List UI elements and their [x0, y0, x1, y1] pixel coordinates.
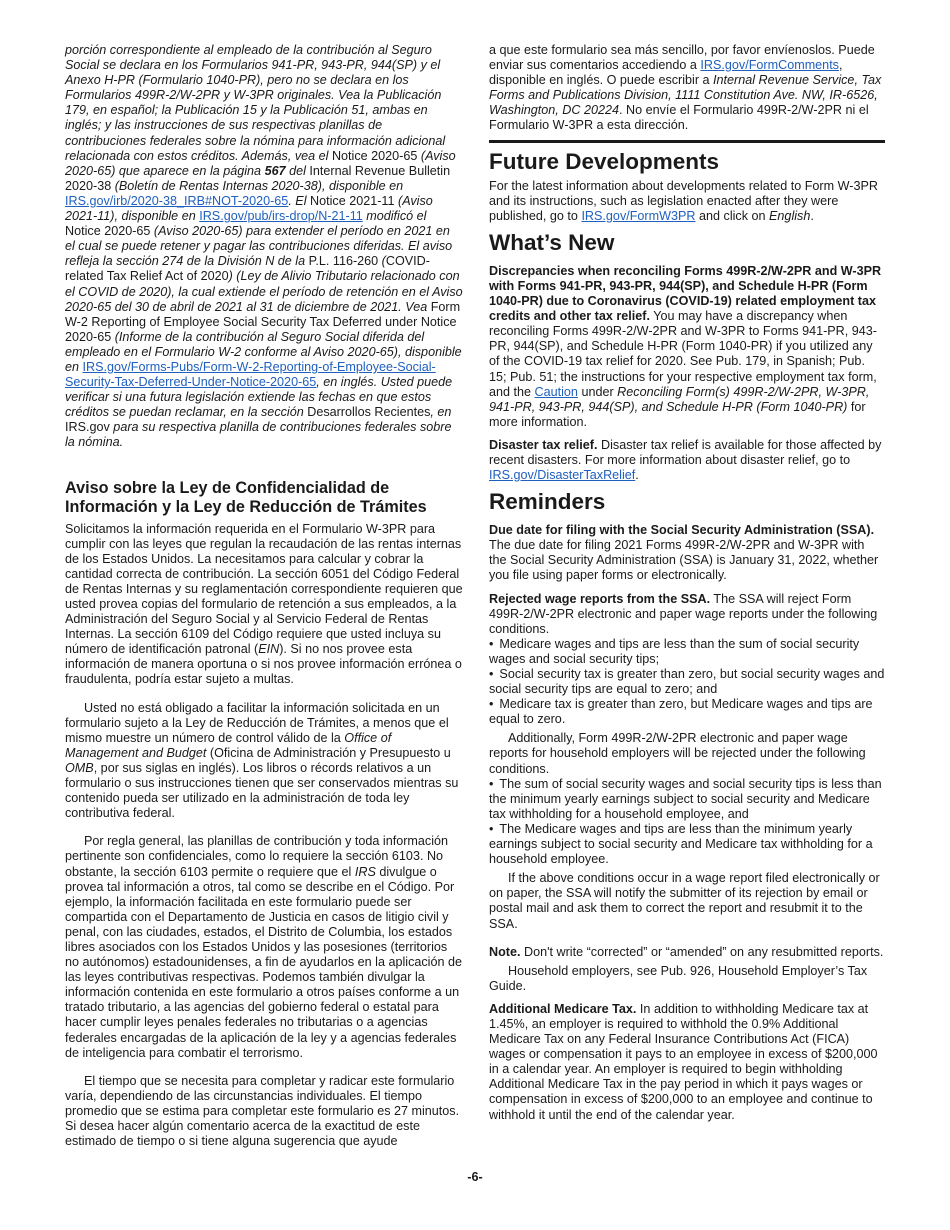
note-paragraph: Note. Don't write “corrected” or “amended” on any resubmitted reports.: [489, 944, 884, 959]
household-employers-paragraph: Household employers, see Pub. 926, Household Employer’s Tax Guide.: [489, 963, 868, 993]
privacy-paragraph-2: Usted no está obligado a facilitar la información solicitada en un formulario sujeto a la Ley de Reducción de Trámites, a menos que el mismo muestre un número de control válido de la Office of Management and Budget (Oficina de Administración y Presupuesto u OMB, por sus siglas en inglés). Los libros o récords relativos a un formulario o sus instrucciones tienen que ser conservados mientras su contenido pueda ser utilizado en la administración de toda ley contributiva federal.: [65, 700, 459, 821]
whats-new-heading: What’s New: [489, 229, 615, 255]
rejection-bullet: • Social security tax is greater than zero, but social security wages and social security tips are equal to zero; and: [489, 667, 885, 697]
section-rule: [489, 140, 885, 143]
rejection-bullet: • Medicare tax is greater than zero, but Medicare wages and tips are equal to zero.: [489, 697, 885, 727]
privacy-paragraph-4: El tiempo que se necesita para completar y radicar este formulario varía, dependiendo de las circunstancias individuales. El tiempo promedio que se estima para completar este formulario es 27 minutos. Si desea hacer algún comentario acerca de la exactitud de este estimado de tiempo o si tiene alguna sugerencia que ayude: [65, 1073, 460, 1149]
form-w3pr-link[interactable]: IRS.gov/FormW3PR: [581, 208, 696, 223]
due-date-paragraph: Due date for filing with the Social Security Administration (SSA). The due date for filing 2021 Forms 499R-2/W-2PR and W-3PR with the Social Security Administration (SSA) is January 31, 2022, whether you file using paper forms or electronically.: [489, 523, 879, 583]
reminders-heading: Reminders: [489, 489, 606, 515]
notification-paragraph: If the above conditions occur in a wage report filed electronically or on paper, the SSA will notify the submitter of its rejection by email or postal mail and ask them to correct the report and resubmit it to the SSA.: [489, 871, 880, 931]
page-number: -6-: [467, 1170, 483, 1184]
rejected-reports-paragraph: Rejected wage reports from the SSA. The SSA will reject Form 499R-2/W-2PR electronic and paper wage reports under the following conditions.: [489, 591, 878, 636]
form-comments-link[interactable]: IRS.gov/FormComments: [700, 58, 839, 73]
intro-paragraph: porción correspondiente al empleado de la contribución al Seguro Social se declara en los Formularios 941-PR, 943-PR, 944(SP) y el Anexo H-PR (Formulario 1040-PR), pero no se declara en los Formularios 499R-2/W-2PR y W-3PR originales. Vea la Publicación 179, en español; la Publicación 15 y la Publicación 51, ambas en inglés; y las instrucciones de sus respectivas planillas de contribuciones federales sobre la nómina para información adicional relacionada con estos créditos. Además, vea el Notice 2020-65 (Aviso 2020-65) que aparece en la página 567 del Internal Revenue Bulletin 2020-38 (Boletín de Rentas Internas 2020-38), disponible en IRS.gov/irb/2020-38_IRB#NOT-2020-65. El Notice 2021-11 (Aviso 2021-11), disponible en IRS.gov/pub/irs-drop/N-21-11 modificó el Notice 2020-65 (Aviso 2020-65) para extender el período en 2021 en el cual se puede retener y pagar las contribuciones diferidas. El aviso refleja la sección 274 de la División N de la P.L. 116-260 (COVID-related Tax Relief Act of 2020) (Ley de Alivio Tributario relacionado con el COVID de 2020), la cual extiende el período de retención en el Aviso 2020-65 del 30 de abril de 2021 al 31 de diciembre de 2021. Vea Form W-2 Reporting of Employee Social Security Tax Deferred under Notice 2020-65 (Informe de la contribución al Seguro Social diferida del empleado en el Formulario W-2 conforme al Aviso 2020-65), disponible en IRS.gov/Forms-Pubs/Form-W-2-Reporting-of-Employee-Social-Security-Tax-Deferred-Under-Notice-2020-65, en inglés. Usted puede verificar si una futura legislación extiende las fechas en que estos créditos se puedan reclamar, en la sección Desarrollos Recientes, en IRS.gov para su respectiva planilla de contribuciones federales sobre la nómina.: [65, 43, 463, 450]
privacy-paragraph-1: Solicitamos la información requerida en el Formulario W-3PR para cumplir con las leyes que regulan la recaudación de las rentas internas de los Estados Unidos. La necesitamos para calcular y cobrar la cantidad correcta de contribución. La sección 6051 del Código Federal de Rentas Internas y su reglamentación correspondiente requieren que usted provea copias del formulario de retención a sus empleados, a la Administración del Seguro Social y al Servicio Federal de Rentas Internas. La sección 6109 del Código requiere que usted incluya su número de identificación patronal (EIN). Si no nos provee esta información de manera oportuna o si nos provee información errónea o fraudulenta, podría estar sujeto a multas.: [65, 521, 463, 687]
future-developments-heading: Future Developments: [489, 148, 720, 174]
right-column: [489, 43, 885, 1123]
household-bullet: • The sum of social security wages and social security tips is less than the minimum yearly earnings subject to social security and Medicare tax withholding for a household employee, and: [489, 777, 885, 822]
disaster-relief-paragraph: Disaster tax relief. Disaster tax relief is available for those affected by recent disasters. For more information about disaster relief, go to IRS.gov/DisasterTaxRelief.: [489, 437, 882, 483]
privacy-act-heading: Aviso sobre la Ley de Confidencialidad de Información y la Ley de Reducción de Trámites: [65, 478, 427, 517]
left-column: [65, 43, 463, 1149]
household-bullet: • The Medicare wages and tips are less than the minimum yearly earnings subject to social security and Medicare tax withholding for a household employee.: [489, 822, 885, 867]
rejection-bullet: • Medicare wages and tips are less than the sum of social security wages and social security tips;: [489, 637, 885, 667]
notice-2021-11-link[interactable]: IRS.gov/pub/irs-drop/N-21-11: [199, 209, 363, 224]
privacy-paragraph-3: Por regla general, las planillas de contribución y toda información pertinente son confidenciales, como lo requiere la sección 6103. No obstante, la sección 6103 permite o requiere que el IRS divulgue o provea tal información a otros, tal como se describe en el Código. Por ejemplo, la información facilitada en este formulario puede ser compartida con el Departamento de Justicia en casos de litigio civil y penal, con las ciudades, estados, el Distrito de Columbia, los estados libres asociados con los Estados Unidos y las posesiones (territorios no autónomos) estadounidenses, a fin de ayudarlos en la aplicación de las leyes contributivas respectivas. Podemos también divulgar la información contenida en este formulario a otros países conforme a un tratado tributario, a las agencias del gobierno federal o estatal para hacer cumplir leyes penales federales no tributarias o a agencias federales encargadas de la aplicación de la ley y a agencias federales de inteligencia para combatir el terrorismo.: [65, 834, 462, 1060]
future-developments-paragraph: For the latest information about developments related to Form W-3PR and its instructions, such as legislation enacted after they were published, go to IRS.gov/FormW3PR and click on English.: [489, 178, 878, 223]
comments-paragraph: a que este formulario sea más sencillo, por favor envíenoslos. Puede enviar sus comentarios accediendo a IRS.gov/FormComments, disponible en inglés. O puede escribir a Internal Revenue Service, Tax Forms and Publications Division, 1111 Constitution Ave. NW, IR-6526, Washington, DC 20224. No envíe el Formulario 499R-2/W-2PR ni el Formulario W-3PR a esta dirección.: [489, 43, 882, 133]
caution-link[interactable]: Caution: [534, 384, 578, 399]
household-rejection-paragraph: Additionally, Form 499R-2/W-2PR electronic and paper wage reports for household employers will be rejected under the following conditions.: [489, 731, 866, 776]
discrepancies-paragraph: Discrepancies when reconciling Forms 499R-2/W-2PR and W-3PR with Forms 941-PR, 943-PR, 944(SP), and Schedule H-PR (Form 1040-PR) due to Coronavirus (COVID-19) related employment tax credits and other tax relief. You may have a discrepancy when reconciling Forms 499R-2/W-2PR and W-3PR to Forms 941-PR, 943-PR, 944(SP), and Schedule H-PR (Form 1040-PR) if you utilized any of the COVID-19 tax relief for 2020. See Pub. 179, in Spanish; Pub. 15; Pub. 51; the instructions for your respective employment tax form, and the Caution under Reconciling Form(s) 499R-2/W-2PR, W-3PR, 941-PR, 943-PR, 944(SP), and Schedule H-PR (Form 1040-PR) for more information.: [489, 263, 882, 429]
irb-link[interactable]: IRS.gov/irb/2020-38_IRB#NOT-2020-65: [65, 193, 289, 208]
form-w2-reporting-link[interactable]: IRS.gov/Forms-Pubs/Form-W-2-Reporting-of-Employee-Social-Security-Tax-Deferred-Under-Notice-2020-65: [65, 359, 436, 390]
additional-medicare-paragraph: Additional Medicare Tax. In addition to withholding Medicare tax at 1.45%, an employer is required to withhold the 0.9% Additional Medicare Tax on any Federal Insurance Contributions Act (FICA) wages or compensation it pays to an employee in excess of $200,000 in a calendar year. An employer is required to begin withholding Additional Medicare Tax in the pay period in which it pays wages or compensation in excess of $200,000 to an employee and continue to withhold it until the end of the calendar year.: [489, 1001, 878, 1122]
disaster-relief-link[interactable]: IRS.gov/DisasterTaxRelief: [489, 468, 636, 483]
